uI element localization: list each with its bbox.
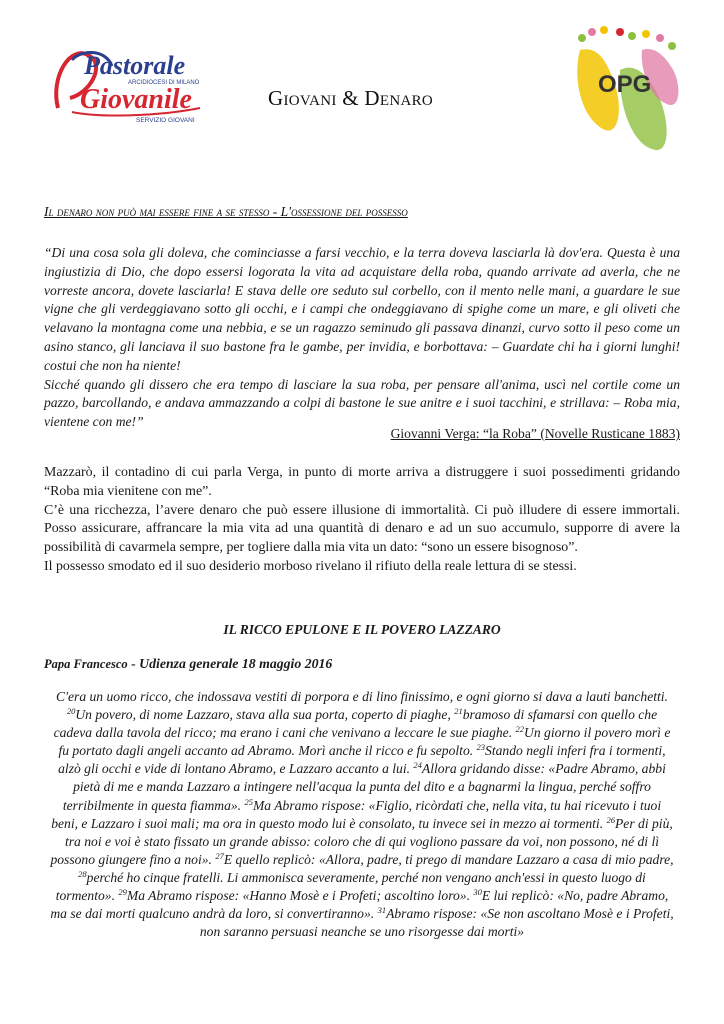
verse-text: E lui replicò: «No, padre Abramo, ma se dai morti qualcuno andrà da loro, si convertiranno».	[50, 888, 669, 922]
verse-number: 20	[66, 706, 76, 717]
logo-opg-text: OPG	[598, 71, 652, 98]
verse-number: 28	[78, 868, 87, 879]
verse-text: Stando negli inferi fra i tormenti, alzò gli occhi e vide di lontano Abramo, e Lazzaro accanto a lui.	[58, 743, 666, 777]
section1-heading: Il denaro non può mai essere fine a se stesso - L'ossessione del possesso	[44, 204, 408, 219]
commentary-paragraph: C’è una ricchezza, l’avere denaro che può essere illusione di immortalità. Ci può illudere di essere immortali. Posso assicurare, affrancare la mia vita ad una quantità di denaro e ad un suo accumulo, supporre di avere la possibilità di cavarmela sempre, per togliere dalla mia vita un dato: “sono un essere bisognoso”.	[44, 502, 680, 556]
speaker-line	[44, 656, 332, 672]
verse-number: 24	[413, 760, 422, 771]
verga-quote-paragraph: “Di una cosa sola gli doleva, che cominciasse a farsi vecchio, e la terra doveva lasciarla là dov'era. Questa è una ingiustizia di Dio, che dopo essersi logorata la vita ad acquistare della roba, quando arrivate ad averla, che ne vorreste ancora, dovete lasciarla! E stava delle ore seduto sul corbello, con il mento nelle mani, a guardare le sue vigne che gli verdeggiavano sotto gli occhi, e i campi che ondeggiavano di spighe come un mare, e gli oliveti che velavano la montagna come una nebbia, e se un ragazzo seminudo gli passava dinanzi, curvo sotto il peso come un asino stanco, gli lanciava il suo bastone fra le gambe, per invidia, e borbottava: – Guardate chi ha i giorni lunghi! costui che non ha niente!	[44, 245, 680, 373]
commentary	[44, 464, 680, 577]
gospel-passage	[50, 688, 674, 941]
logo-word-giovanile: Giovanile	[80, 84, 192, 115]
verse-number: 29	[118, 887, 127, 898]
commentary-paragraph: Mazzarò, il contadino di cui parla Verga, in punto di morte arriva a distruggere i suoi possedimenti gridando “Roba mia vienitene con me”.	[44, 465, 680, 499]
verse-text: Per di più, tra noi e voi è stato fissato un grande abisso: coloro che di qui vogliono passare da voi, non possono, né di lì possono giungere fino a noi».	[50, 815, 673, 867]
verga-citation: Giovanni Verga: “la Roba” (Novelle Rusticane 1883)	[390, 426, 680, 441]
verse-number: 22	[515, 724, 525, 735]
logo-sub-service: SERVIZIO GIOVANI	[136, 117, 195, 124]
verse-text: Ma Abramo rispose: «Hanno Mosè e i Profeti; ascoltino loro».	[126, 888, 474, 904]
verse-text: Ma Abramo rispose: «Figlio, ricòrdati che, nella vita, tu hai ricevuto i tuoi beni, e Lazzaro i suoi mali; ma ora in questo modo lui è consolato, tu invece sei in mezzo ai tormenti.	[51, 797, 662, 831]
opg-logo-graphic	[560, 10, 690, 160]
speaker-name: Papa Francesco	[44, 657, 128, 671]
commentary-paragraph: Il possesso smodato ed il suo desiderio morboso rivelano il rifiuto della reale lettura di se stessi.	[44, 558, 577, 574]
opg-footprints-logo	[560, 10, 690, 160]
verse-text: perché ho cinque fratelli. Li ammonisca severamente, perché non vengano anch'essi in questo luogo di tormento».	[55, 869, 646, 904]
verse-number: 30	[473, 887, 482, 898]
verse-number: 23	[476, 742, 486, 753]
verse-text: Un povero, di nome Lazzaro, stava alla sua porta, coperto di piaghe,	[75, 707, 455, 723]
verse-text: C'era un uomo ricco, che indossava vestiti di porpora e di lino finissimo, e ogni giorno si dava a lauti banchetti.	[56, 689, 668, 704]
section2-title: IL RICCO EPULONE E IL POVERO LAZZARO	[223, 622, 501, 637]
verse-text: Un giorno il povero morì e fu portato dagli angeli accanto ad Abramo. Morì anche il ricco e fu sepolto.	[58, 725, 671, 759]
verse-text: E quello replicò: «Allora, padre, ti prego di mandare Lazzaro a casa di mio padre,	[223, 851, 674, 867]
verse-number: 21	[454, 706, 463, 717]
pastorale-giovanile-logo	[50, 38, 220, 128]
document-title: Giovani & Denaro	[268, 86, 434, 110]
verga-quote-paragraph: Sicché quando gli dissero che era tempo di lasciare la sua roba, per pensare all'anima, uscì nel cortile come un pazzo, barcollando, e andava ammazzando a colpi di bastone le sue anitre e i suoi tacchini, e strillava: – Roba mia, vientene con me!”	[44, 376, 680, 430]
verse-number: 26	[606, 814, 615, 825]
verse-number: 31	[377, 905, 387, 916]
verse-text: Abramo rispose: «Se non ascoltano Mosè e i Profeti, non saranno persuasi neanche se uno risorgesse dai morti»	[199, 906, 674, 940]
verse-text: Allora gridando disse: «Padre Abramo, abbi pietà di me e manda Lazzaro a intingere nell'acqua la punta del dito e a bagnarmi la lingua, perché soffro terribilmente in questa fiamma».	[62, 761, 666, 813]
speaker-event: - Udienza generale 18 maggio 2016	[127, 656, 333, 671]
verga-quote	[44, 244, 680, 432]
logo-word-pastorale: Pastorale	[84, 51, 186, 80]
verse-number: 27	[215, 850, 224, 861]
pastorale-giovanile-logo-graphic	[50, 38, 220, 128]
logo-sub-diocese: ARCIDIOCESI DI MILANO	[128, 80, 200, 86]
verse-text: bramoso di sfamarsi con quello che cadeva dalla tavola del ricco; ma erano i cani che venivano a leccare le sue piaghe.	[53, 707, 658, 741]
verse-number: 25	[244, 796, 253, 807]
